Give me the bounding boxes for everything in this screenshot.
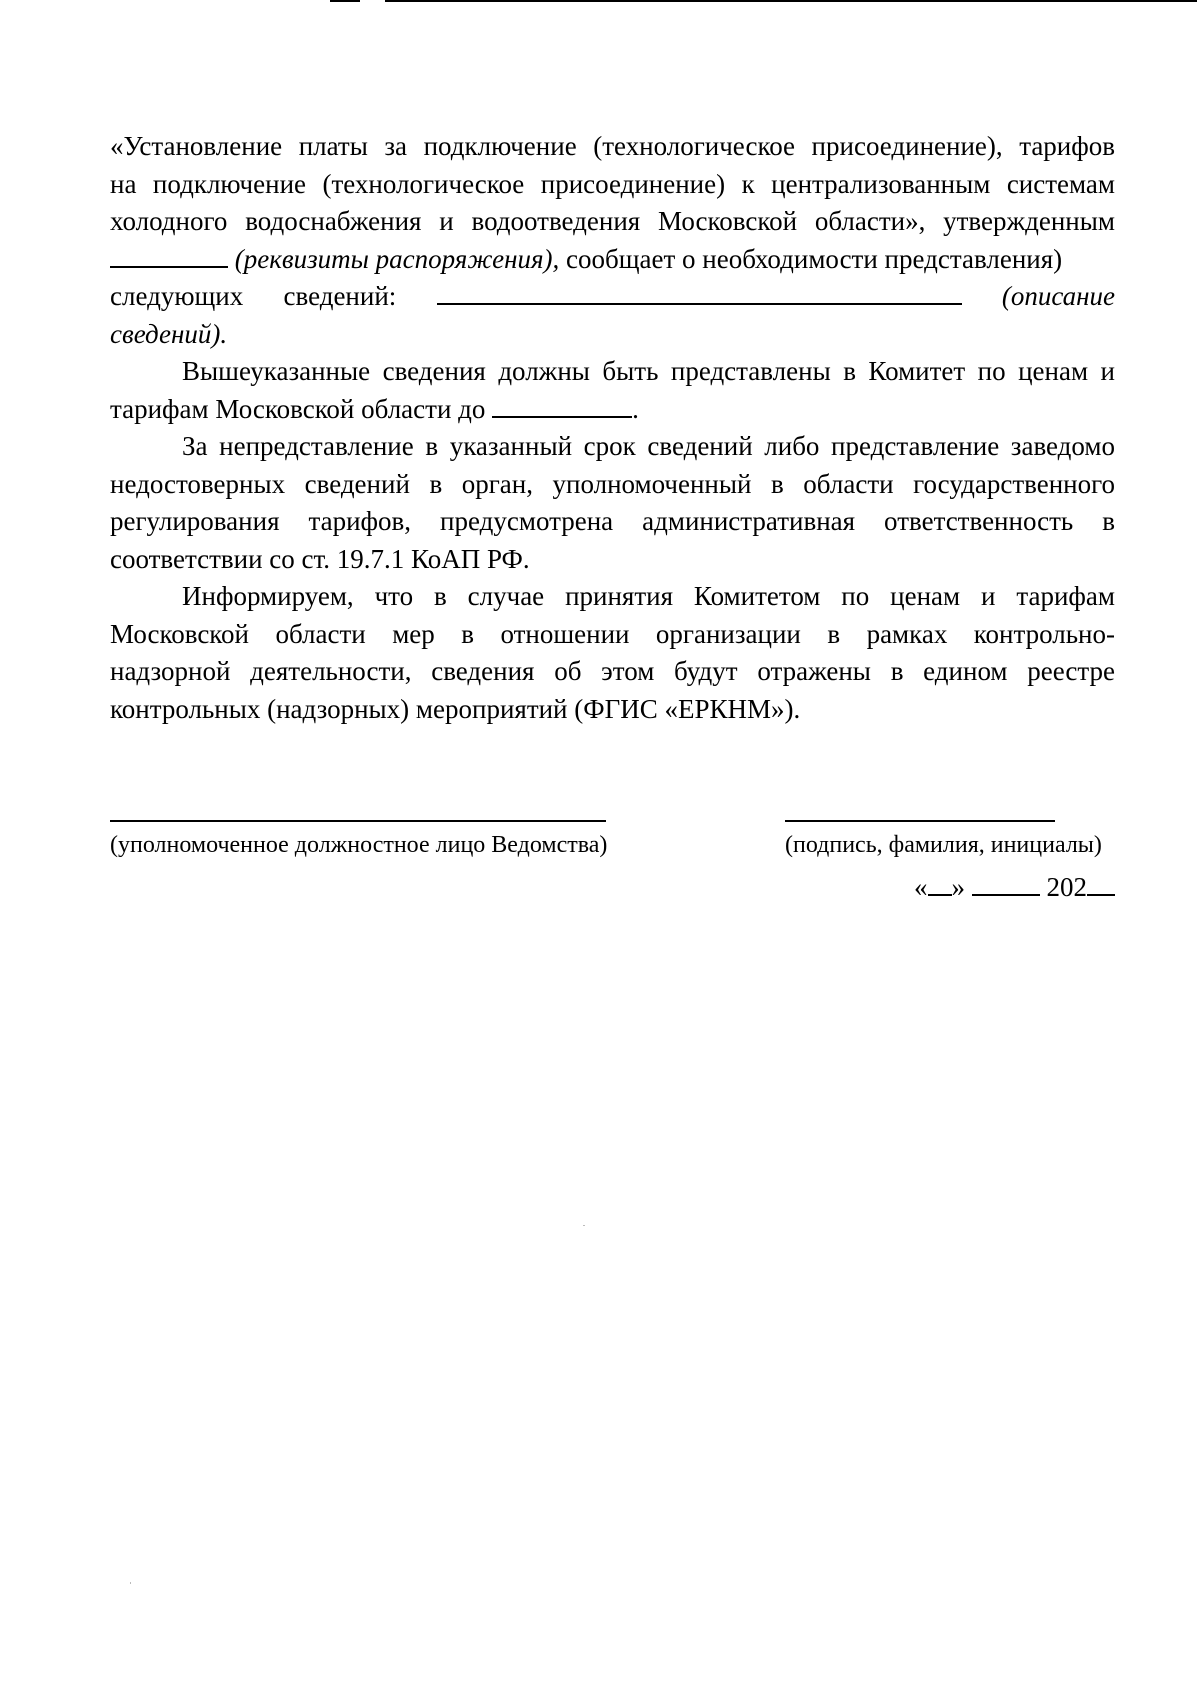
paragraph-request xyxy=(110,128,1115,353)
text-line: Вышеуказанные сведения должны быть представлены в Комитет по ценам и xyxy=(182,356,1115,386)
hint-info-description-cont: сведений). xyxy=(110,318,228,349)
text-line xyxy=(110,241,1115,279)
text-fragment: тарифам Московской области до xyxy=(110,393,493,424)
date-quote: « xyxy=(914,872,928,902)
text-line xyxy=(110,316,1115,354)
hint-info-description: (описание xyxy=(1001,281,1116,311)
paragraph-registry-notice xyxy=(110,578,1115,728)
blank-day xyxy=(928,868,952,896)
caption-signature-name: (подпись, фамилия, инициалы) xyxy=(785,832,1102,858)
blank-order-details xyxy=(110,242,228,268)
date-quote: » xyxy=(951,872,965,902)
scan-speck xyxy=(583,1225,585,1226)
text-fragment: . xyxy=(632,393,639,424)
text-line: «Установление платы за подключение (технологическое присоединение), тарифов xyxy=(110,131,1115,161)
text-line: За непредставление в указанный срок сведений либо представление заведомо xyxy=(182,431,1115,461)
caption-authorized-official: (уполномоченное должностное лицо Ведомства) xyxy=(110,832,608,858)
text-line: надзорной деятельности, сведения об этом будут отражены в едином реестре xyxy=(110,656,1115,686)
blank-info-description xyxy=(437,279,962,305)
text-line: Информируем, что в случае принятия Комитетом по ценам и тарифам xyxy=(182,581,1115,611)
paragraph-liability xyxy=(110,428,1115,578)
scan-speck xyxy=(130,1582,131,1584)
date-field xyxy=(914,868,1115,903)
text-line: на подключение (технологическое присоединение) к централизованным системам xyxy=(110,168,1115,199)
text-line: регулирования тарифов, предусмотрена административная ответственность в xyxy=(110,506,1115,536)
text-line: контрольных (надзорных) мероприятий (ФГИС «ЕРКНМ»). xyxy=(110,693,801,724)
date-year: 202 xyxy=(1046,872,1087,902)
paragraph-deadline xyxy=(110,353,1115,428)
hint-order-details: (реквизиты распоряжения), xyxy=(234,243,560,274)
blank-deadline-date xyxy=(492,392,632,418)
signature-block xyxy=(110,820,1115,900)
document-body xyxy=(110,128,1115,728)
top-edge-rule xyxy=(385,0,1197,2)
text-fragment: следующих сведений: xyxy=(110,281,397,311)
blank-month xyxy=(972,868,1040,896)
text-line: Московской области мер в отношении организации в рамках контрольно- xyxy=(110,618,1115,649)
signature-line-signature xyxy=(785,820,1055,822)
blank-year xyxy=(1087,868,1115,896)
signature-line-official xyxy=(110,820,606,822)
text-line: холодного водоснабжения и водоотведения Московской области», утвержденным xyxy=(110,206,1115,236)
text-fragment: сообщает о необходимости представления) xyxy=(559,243,1063,274)
text-line: соответствии со ст. 19.7.1 КоАП РФ. xyxy=(110,543,530,574)
text-line xyxy=(110,278,1115,316)
top-edge-rule xyxy=(330,0,360,2)
text-line xyxy=(110,391,1115,429)
text-line: недостоверных сведений в орган, уполномоченный в области государственного xyxy=(110,468,1115,499)
